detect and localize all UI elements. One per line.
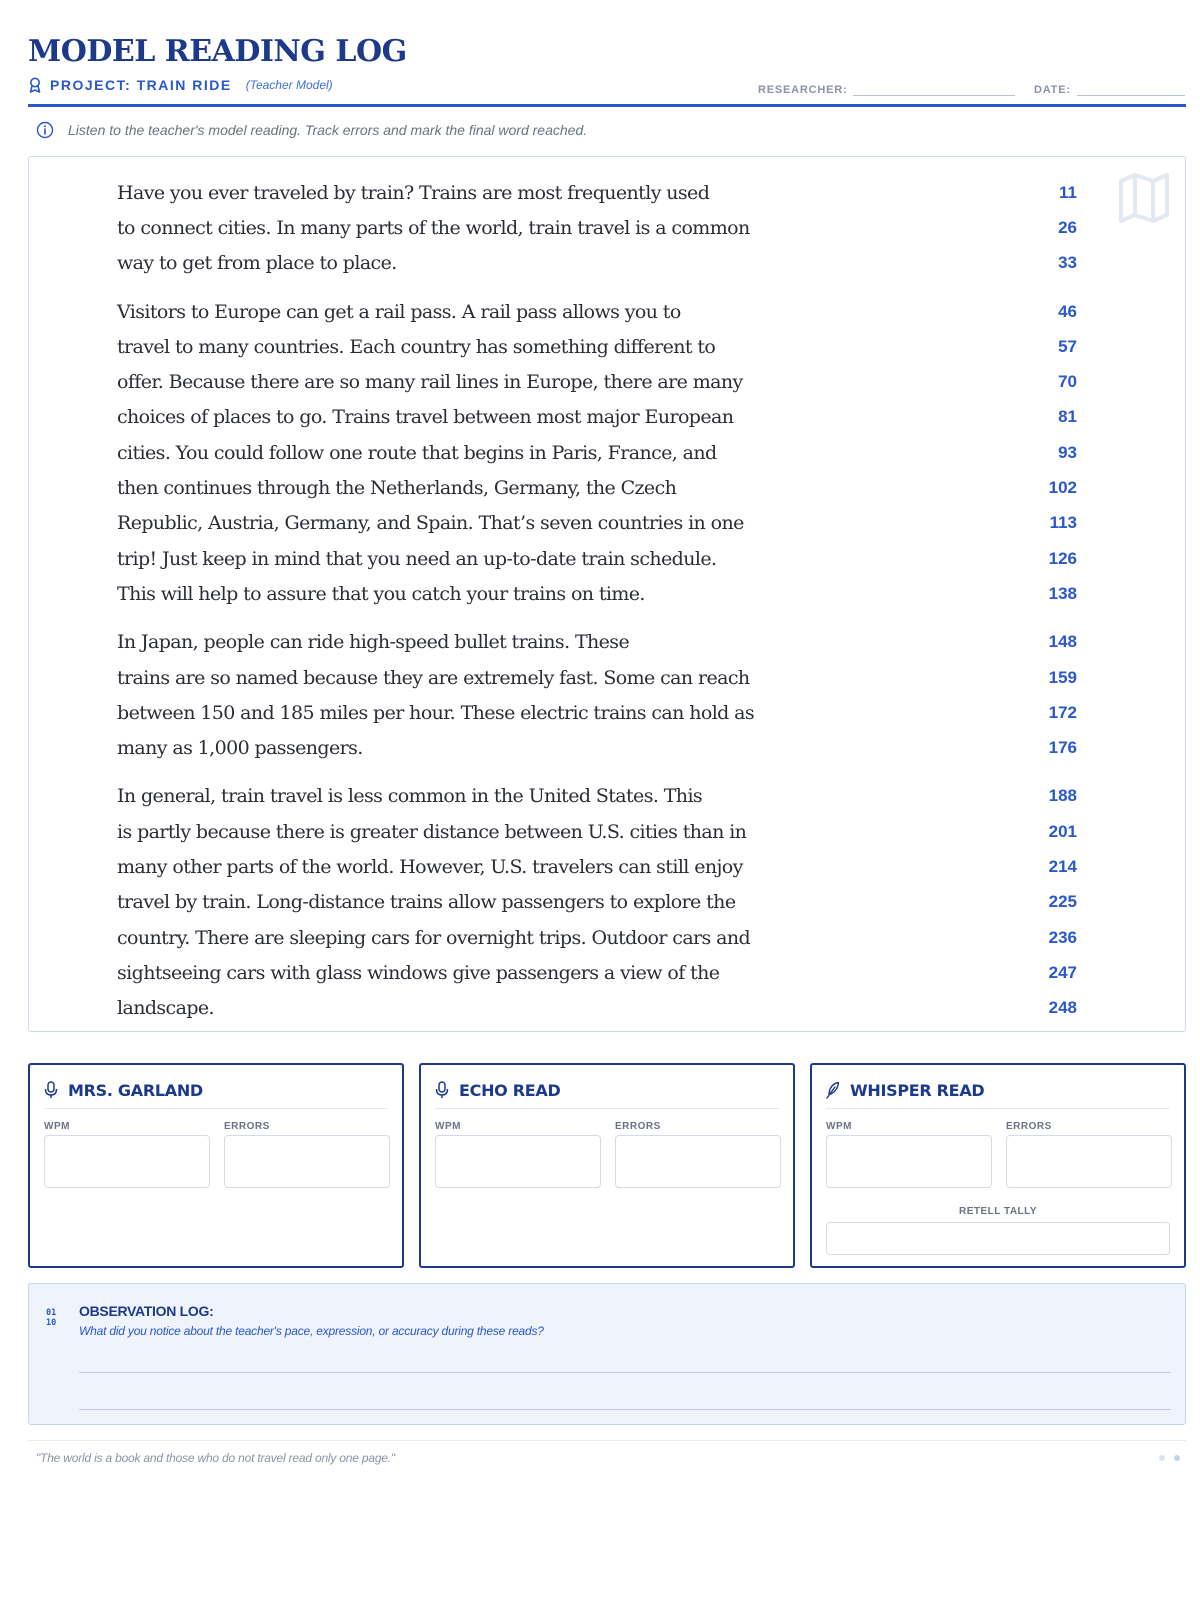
decorative-dot xyxy=(1174,1455,1180,1461)
retell-tally-input[interactable] xyxy=(826,1222,1170,1255)
passage-line-text[interactable]: This will help to assure that you catch your trains on time. xyxy=(117,582,645,605)
observation-prompt: What did you notice about the teacher's pace, expression, or accuracy during these reads? xyxy=(79,1324,544,1338)
errors-input[interactable] xyxy=(1006,1135,1172,1188)
word-count: 214 xyxy=(1048,856,1077,876)
passage-line-text[interactable]: In general, train travel is less common in the United States. This xyxy=(117,785,703,808)
wpm-label: WPM xyxy=(826,1121,852,1132)
passage-line-text[interactable]: trains are so named because they are extremely fast. Some can reach xyxy=(117,666,750,689)
passage-line-text[interactable]: Have you ever traveled by train? Trains are most frequently used xyxy=(117,181,710,204)
date-label: DATE: xyxy=(1034,84,1071,96)
binary-icon xyxy=(46,1307,62,1327)
passage-line-text[interactable]: cities. You could follow one route that begins in Paris, France, and xyxy=(117,441,717,464)
researcher-field xyxy=(758,80,1015,96)
passage-line xyxy=(117,849,1077,884)
word-count: 176 xyxy=(1048,738,1077,758)
passage-line-text[interactable]: is partly because there is greater distance between U.S. cities than in xyxy=(117,820,747,843)
page-title: MODEL READING LOG xyxy=(28,34,407,69)
passage-line-text[interactable]: trip! Just keep in mind that you need an up-to-date train schedule. xyxy=(117,547,717,570)
project-name: PROJECT: TRAIN RIDE xyxy=(50,77,232,93)
word-count: 102 xyxy=(1048,478,1077,498)
errors-label: ERRORS xyxy=(224,1121,270,1132)
passage-line-text[interactable]: then continues through the Netherlands, Germany, the Czech xyxy=(117,477,677,500)
passage-line xyxy=(117,730,1077,765)
passage-line xyxy=(117,625,1077,660)
passage-line-text[interactable]: Republic, Austria, Germany, and Spain. That’s seven countries in one xyxy=(117,512,744,535)
passage-line xyxy=(117,246,1077,281)
wpm-label: WPM xyxy=(44,1121,70,1132)
word-count: 236 xyxy=(1048,927,1077,947)
passage-line xyxy=(117,920,1077,955)
researcher-input[interactable] xyxy=(853,80,1015,96)
word-count: 225 xyxy=(1048,892,1077,912)
passage-line xyxy=(117,576,1077,611)
read-box-title: WHISPER READ xyxy=(850,1081,985,1100)
passage-line-text[interactable]: way to get from place to place. xyxy=(117,252,397,275)
date-field xyxy=(1034,80,1185,96)
word-count: 11 xyxy=(1059,182,1077,202)
retell-tally-label: RETELL TALLY xyxy=(958,1206,1038,1217)
passage-lines xyxy=(117,175,1077,1026)
word-count: 93 xyxy=(1058,442,1077,462)
passage-line xyxy=(117,660,1077,695)
wpm-input[interactable] xyxy=(826,1135,992,1188)
project-line xyxy=(28,76,333,94)
passage-line-text[interactable]: to connect cities. In many parts of the world, train travel is a common xyxy=(117,216,750,239)
word-count: 81 xyxy=(1058,407,1077,427)
passage-line xyxy=(117,991,1077,1026)
passage-line-text[interactable]: Visitors to Europe can get a rail pass. A rail pass allows you to xyxy=(117,300,681,323)
passage-line-text[interactable]: travel by train. Long-distance trains allow passengers to explore the xyxy=(117,891,736,914)
passage-line-text[interactable]: sightseeing cars with glass windows give passengers a view of the xyxy=(117,961,720,984)
reading-passage xyxy=(28,156,1186,1032)
passage-line-text[interactable]: landscape. xyxy=(117,997,214,1020)
date-input[interactable] xyxy=(1077,80,1185,96)
passage-line xyxy=(117,541,1077,576)
word-count: 172 xyxy=(1048,702,1077,722)
read-box-title: ECHO READ xyxy=(459,1081,561,1100)
map-icon xyxy=(1115,169,1173,227)
word-count: 247 xyxy=(1048,962,1077,982)
passage-line xyxy=(117,175,1077,210)
passage-line-text[interactable]: country. There are sleeping cars for overnight trips. Outdoor cars and xyxy=(117,926,751,949)
word-count: 188 xyxy=(1048,786,1077,806)
observation-log xyxy=(28,1283,1186,1425)
errors-label: ERRORS xyxy=(615,1121,661,1132)
header-divider xyxy=(28,104,1186,107)
read-sections xyxy=(28,1063,1186,1268)
word-count: 46 xyxy=(1058,301,1077,321)
passage-line xyxy=(117,364,1077,399)
passage-line xyxy=(117,779,1077,814)
passage-line xyxy=(117,329,1077,364)
errors-input[interactable] xyxy=(224,1135,390,1188)
passage-line xyxy=(117,695,1077,730)
footer-dots xyxy=(1150,1455,1180,1461)
passage-line-text[interactable]: choices of places to go. Trains travel between most major European xyxy=(117,406,734,429)
feather-pen-icon xyxy=(826,1081,840,1099)
passage-line xyxy=(117,955,1077,990)
word-count: 33 xyxy=(1058,253,1077,273)
read-box-title: MRS. GARLAND xyxy=(68,1081,203,1100)
read-box-whisper-read xyxy=(810,1063,1186,1268)
passage-line-text[interactable]: offer. Because there are so many rail lines in Europe, there are many xyxy=(117,371,743,394)
errors-input[interactable] xyxy=(615,1135,781,1188)
word-count: 201 xyxy=(1048,821,1077,841)
observation-title: OBSERVATION LOG: xyxy=(79,1303,214,1319)
footer-quote: "The world is a book and those who do not travel read only one page." xyxy=(36,1451,395,1465)
passage-line xyxy=(117,470,1077,505)
microphone-icon xyxy=(435,1081,449,1099)
word-count: 148 xyxy=(1048,632,1077,652)
passage-line xyxy=(117,814,1077,849)
observation-answer-line[interactable] xyxy=(79,1409,1171,1410)
wpm-input[interactable] xyxy=(435,1135,601,1188)
wpm-label: WPM xyxy=(435,1121,461,1132)
instruction-text: Listen to the teacher's model reading. Track errors and mark the final word reached. xyxy=(68,122,588,138)
passage-line xyxy=(117,506,1077,541)
instruction-banner xyxy=(36,121,587,139)
svg-text:10: 10 xyxy=(46,1318,57,1327)
passage-line-text[interactable]: between 150 and 185 miles per hour. These electric trains can hold as xyxy=(117,701,755,724)
passage-line xyxy=(117,435,1077,470)
decorative-dot xyxy=(1159,1455,1165,1461)
researcher-label: RESEARCHER: xyxy=(758,84,848,96)
word-count: 248 xyxy=(1048,998,1077,1018)
passage-line xyxy=(117,400,1077,435)
read-box-echo-read xyxy=(419,1063,795,1268)
passage-line-text[interactable]: In Japan, people can ride high-speed bullet trains. These xyxy=(117,631,630,654)
word-count: 159 xyxy=(1048,667,1077,687)
read-box-mrs-garland xyxy=(28,1063,404,1268)
passage-line-text[interactable]: travel to many countries. Each country has something different to xyxy=(117,335,716,358)
word-count: 70 xyxy=(1058,372,1077,392)
word-count: 26 xyxy=(1058,217,1077,237)
word-count: 126 xyxy=(1048,548,1077,568)
errors-label: ERRORS xyxy=(1006,1121,1052,1132)
observation-answer-line[interactable] xyxy=(79,1372,1171,1373)
read-box-header xyxy=(44,1081,388,1109)
model-tag: (Teacher Model) xyxy=(245,78,333,92)
wpm-input[interactable] xyxy=(44,1135,210,1188)
passage-line-text[interactable]: many as 1,000 passengers. xyxy=(117,737,363,760)
word-count: 57 xyxy=(1058,336,1077,356)
passage-line xyxy=(117,210,1077,245)
passage-line-text[interactable]: many other parts of the world. However, U.S. travelers can still enjoy xyxy=(117,855,743,878)
header xyxy=(28,0,1186,110)
read-box-header xyxy=(826,1081,1170,1109)
info-icon xyxy=(36,121,54,139)
microphone-icon xyxy=(44,1081,58,1099)
read-box-header xyxy=(435,1081,779,1109)
svg-text:01: 01 xyxy=(46,1308,57,1318)
footer-divider xyxy=(28,1440,1186,1441)
award-ribbon-icon xyxy=(28,77,42,93)
word-count: 113 xyxy=(1049,513,1077,533)
passage-line xyxy=(117,294,1077,329)
word-count: 138 xyxy=(1048,583,1077,603)
passage-line xyxy=(117,885,1077,920)
